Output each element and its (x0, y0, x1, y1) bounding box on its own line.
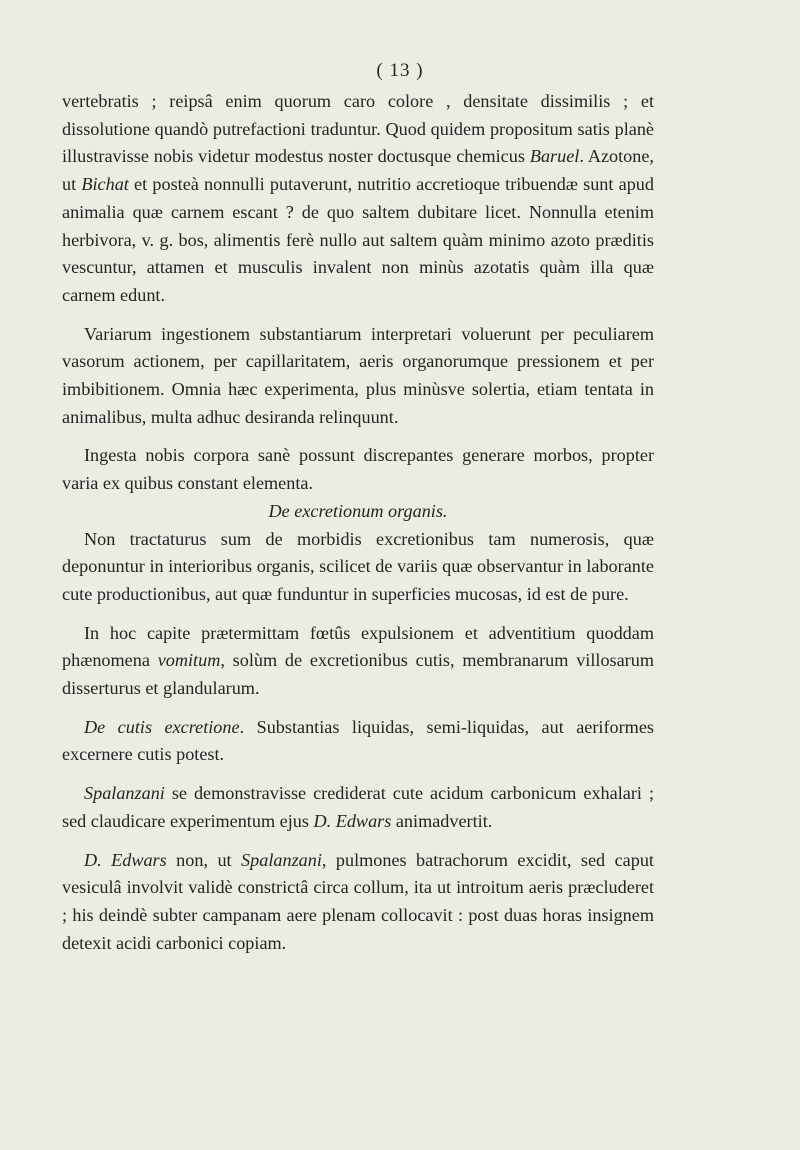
name-spalanzani: Spalanzani (84, 783, 165, 804)
paragraph-6 (62, 714, 654, 769)
text-span: et posteà nonnulli putaverunt, nutritio accretioque tribuendæ sunt apud animalia quæ carnem escant ? de quo saltem dubitare licet. Nonnulla etenim herbivora, v. g. bos, alimentis ferè nullo aut saltem quàm minimo azoto præditis vescuntur, attamen et musculis invalent non minùs azotatis quàm illa quæ carnem edunt. (62, 174, 654, 305)
paragraph-1 (62, 88, 654, 310)
text-span: , pulmones batrachorum excidit, sed caput vesiculâ involvit validè constrictâ circa collum, ita ut introitum aeris præcluderet ; his deindè subter campanam aere plenam collocavit : post duas horas insignem detexit acidi carbonici copiam. (62, 849, 654, 953)
name-spalanzani: Spalanzani (241, 849, 322, 870)
word-vomitum: vomitum (157, 650, 221, 671)
paragraph-7 (62, 780, 654, 835)
paragraph-4: Non tractaturus sum de morbidis excretionibus tam numerosis, quæ deponuntur in interioribus organis, scilicet de variis quæ observantur in laborante cute productionibus, aut quæ funduntur in superficies mucosas, id est de pure. (62, 528, 654, 604)
text-span: vertebratis ; reipsâ enim quorum caro colore , densitate dissimilis ; et dissolutione quandò putrefactioni traduntur. Quod quidem propositum satis planè illustravisse nobis videtur modestus noster doctusque chemicus (62, 91, 654, 167)
section-heading: De excretionum organis. (268, 500, 448, 521)
paragraph-3: Ingesta nobis corpora sanè possunt discrepantes generare morbos, propter varia ex quibus constant elementa. (62, 445, 654, 494)
name-bichat: Bichat (81, 174, 129, 195)
paragraph-8 (62, 847, 654, 958)
text-span: In hoc capite prætermittam fœtûs expulsionem et adventitium quoddam phænomena (62, 622, 654, 671)
page-body (62, 88, 654, 957)
page-number: ( 13 ) (376, 60, 424, 81)
name-edwars: D. Edwars (84, 849, 167, 870)
text-span: animadvertit. (391, 810, 493, 831)
text-span: non, ut (166, 849, 242, 870)
subsection-title: De cutis excretione (84, 716, 240, 737)
text-span: , solùm de excretionibus cutis, membranarum villosarum disserturus et glandularum. (62, 650, 654, 699)
paragraph-5 (62, 620, 654, 703)
text-span: . Azotone, ut (62, 146, 654, 195)
paragraph-2: Variarum ingestionem substantiarum interpretari voluerunt per peculiarem vasorum actionem, per capillaritatem, aeris organorumque pressionem et per imbibitionem. Omnia hæc experimenta, plus minùsve solertia, etiam tentata in animalibus, multa adhuc desiranda relinquunt. (62, 323, 654, 427)
text-span: . Substantias liquidas, semi-liquidas, aut aeriformes excernere cutis potest. (62, 716, 654, 765)
name-edwars: D. Edwars (313, 810, 392, 831)
text-span: se demonstravisse crediderat cute acidum carbonicum exhalari ; sed claudicare experimentum ejus (62, 783, 654, 831)
name-baruel: Baruel (529, 146, 580, 167)
